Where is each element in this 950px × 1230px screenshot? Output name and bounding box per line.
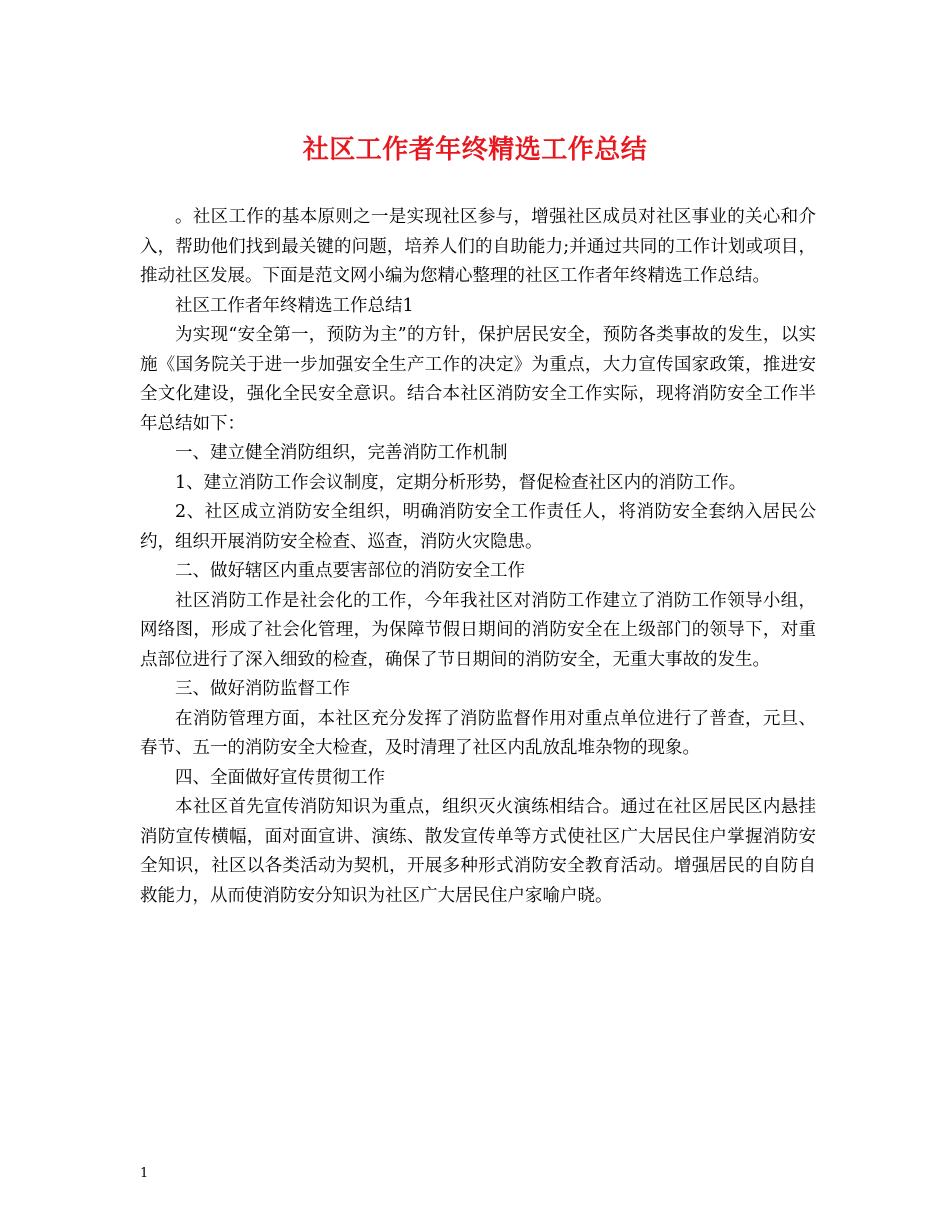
paragraph-item-1: 1、建立消防工作会议制度，定期分析形势，督促检查社区内的消防工作。	[175, 472, 747, 493]
section-heading-1: 一、建立健全消防组织，完善消防工作机制	[175, 443, 508, 463]
section-heading-3: 三、做好消防监督工作	[175, 679, 350, 699]
paragraph-intro: 。社区工作的基本原则之一是实现社区参与，增强社区成员对社区事业的关心和介入，帮助他们找到最关键的问题，培养人们的自助能力;并通过共同的工作计划或项目，推动社区发展。下面是范文网小编为您精心整理的社区工作者年终精选工作总结。	[140, 207, 816, 286]
section-heading-4: 四、全面做好宣传贯彻工作	[175, 767, 385, 788]
document-body	[140, 203, 816, 911]
section-heading-2: 二、做好辖区内重点要害部位的消防安全工作	[175, 561, 525, 581]
page-number: 1	[140, 1166, 149, 1181]
paragraph-publicity: 本社区首先宣传消防知识为重点，组织灭火演练相结合。通过在社区居民区内悬挂消防宣传横幅，面对面宣讲、演练、散发宣传单等方式使社区广大居民住户掌握消防安全知识，社区以各类活动为契机，开展多种形式消防安全教育活动。增强居民的自防自救能力，从而使消防安分知识为社区广大居民住户家喻户晓。	[140, 797, 816, 906]
paragraph-policy: 为实现“安全第一，预防为主”的方针，保护居民安全，预防各类事故的发生，以实施《国务院关于进一步加强安全生产工作的决定》为重点，大力宣传国家政策，推进安全文化建设，强化全民安全意识。结合本社区消防安全工作实际，现将消防安全工作半年总结如下：	[140, 325, 816, 434]
paragraph-key-areas: 社区消防工作是社会化的工作，今年我社区对消防工作建立了消防工作领导小组，网络图，形成了社会化管理，为保障节假日期间的消防安全在上级部门的领导下，对重点部位进行了深入细致的检查，确保了节日期间的消防安全，无重大事故的发生。	[140, 590, 816, 670]
paragraph-supervision: 在消防管理方面，本社区充分发挥了消防监督作用对重点单位进行了普查，元旦、春节、五一的消防安全大检查，及时清理了社区内乱放乱堆杂物的现象。	[140, 708, 816, 758]
section-heading-summary-1: 社区工作者年终精选工作总结1	[175, 295, 414, 316]
paragraph-item-2: 2、社区成立消防安全组织，明确消防安全工作责任人，将消防安全套纳入居民公约，组织开展消防安全检查、巡查，消防火灾隐患。	[140, 502, 816, 552]
document-title: 社区工作者年终精选工作总结	[302, 135, 648, 165]
